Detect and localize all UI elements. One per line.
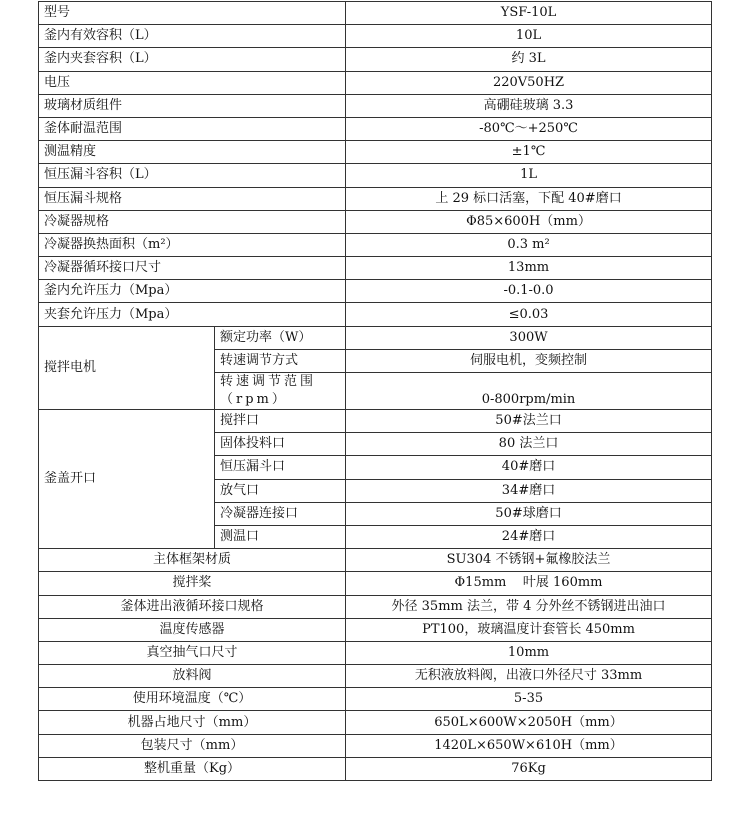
- spec-value: 10L: [346, 25, 712, 48]
- spec-label: 整机重量（Kg）: [39, 757, 346, 780]
- spec-value: 80 法兰口: [346, 433, 712, 456]
- spec-value: 上 29 标口活塞，下配 40#磨口: [346, 187, 712, 210]
- sub-label: 放气口: [215, 479, 346, 502]
- spec-value: 外径 35mm 法兰，带 4 分外丝不锈钢进出油口: [346, 595, 712, 618]
- spec-label: 釜体进出液循环接口规格: [39, 595, 346, 618]
- table-row: [39, 210, 712, 233]
- spec-value: PT100，玻璃温度计套管长 450mm: [346, 618, 712, 641]
- spec-label: 机器占地尺寸（mm）: [39, 711, 346, 734]
- spec-value: SU304 不锈钢+氟橡胶法兰: [346, 549, 712, 572]
- spec-label: 恒压漏斗规格: [39, 187, 346, 210]
- table-row: [39, 618, 712, 641]
- spec-label: 釜内夹套容积（L）: [39, 48, 346, 71]
- table-row: [39, 164, 712, 187]
- spec-label: 型号: [39, 2, 346, 25]
- spec-label: 温度传感器: [39, 618, 346, 641]
- spec-label: 冷凝器规格: [39, 210, 346, 233]
- table-row: [39, 257, 712, 280]
- table-row: [39, 233, 712, 256]
- table-row: [39, 595, 712, 618]
- spec-value: 无积液放料阀，出液口外径尺寸 33mm: [346, 665, 712, 688]
- spec-value: 10mm: [346, 641, 712, 664]
- sub-label: 转速调节方式: [215, 349, 346, 372]
- table-row: [39, 572, 712, 595]
- spec-value: Φ85×600H（mm）: [346, 210, 712, 233]
- spec-label: 真空抽气口尺寸: [39, 641, 346, 664]
- spec-value: 40#磨口: [346, 456, 712, 479]
- spec-label: 冷凝器循环接口尺寸: [39, 257, 346, 280]
- spec-value: 50#法兰口: [346, 410, 712, 433]
- table-row: [39, 141, 712, 164]
- spec-value: 0-800rpm/min: [346, 373, 712, 410]
- spec-value: ±1℃: [346, 141, 712, 164]
- table-row: [39, 757, 712, 780]
- spec-value: 13mm: [346, 257, 712, 280]
- table-row: [39, 734, 712, 757]
- spec-value: 220V50HZ: [346, 71, 712, 94]
- table-row: [39, 641, 712, 664]
- spec-table: [38, 1, 712, 781]
- sub-label: 恒压漏斗口: [215, 456, 346, 479]
- spec-value: 650L×600W×2050H（mm）: [346, 711, 712, 734]
- spec-value: 300W: [346, 326, 712, 349]
- spec-value: 约 3L: [346, 48, 712, 71]
- spec-value: 1L: [346, 164, 712, 187]
- group-label-lid: 釜盖开口: [39, 410, 215, 549]
- table-row: [39, 303, 712, 326]
- spec-label: 电压: [39, 71, 346, 94]
- spec-value: 24#磨口: [346, 525, 712, 548]
- table-row: [39, 25, 712, 48]
- table-row: [39, 187, 712, 210]
- sub-label: 额定功率（W）: [215, 326, 346, 349]
- spec-label: 夹套允许压力（Mpa）: [39, 303, 346, 326]
- table-row: [39, 326, 712, 349]
- sub-label: 固体投料口: [215, 433, 346, 456]
- spec-label: 主体框架材质: [39, 549, 346, 572]
- group-label-motor: 搅拌电机: [39, 326, 215, 409]
- spec-label: 测温精度: [39, 141, 346, 164]
- sub-label: 冷凝器连接口: [215, 502, 346, 525]
- spec-label: 搅拌桨: [39, 572, 346, 595]
- spec-value: 76Kg: [346, 757, 712, 780]
- sub-label: 测温口: [215, 525, 346, 548]
- spec-value: 1420L×650W×610H（mm）: [346, 734, 712, 757]
- spec-value: -80℃～+250℃: [346, 117, 712, 140]
- spec-label: 包装尺寸（mm）: [39, 734, 346, 757]
- table-row: [39, 665, 712, 688]
- spec-value: 50#球磨口: [346, 502, 712, 525]
- sub-label: 搅拌口: [215, 410, 346, 433]
- table-row: [39, 280, 712, 303]
- spec-label: 冷凝器换热面积（m²）: [39, 233, 346, 256]
- table-row: [39, 688, 712, 711]
- spec-value: 伺服电机，变频控制: [346, 349, 712, 372]
- spec-label: 釜内允许压力（Mpa）: [39, 280, 346, 303]
- spec-value: Φ15mm 叶展 160mm: [346, 572, 712, 595]
- spec-label: 放料阀: [39, 665, 346, 688]
- sub-label: 转速调节范围（rpm）: [215, 373, 346, 410]
- spec-value: 5-35: [346, 688, 712, 711]
- table-row: [39, 711, 712, 734]
- spec-value: 高硼硅玻璃 3.3: [346, 94, 712, 117]
- spec-value: ≤0.03: [346, 303, 712, 326]
- spec-label: 玻璃材质组件: [39, 94, 346, 117]
- spec-label: 釜内有效容积（L）: [39, 25, 346, 48]
- spec-value: YSF-10L: [346, 2, 712, 25]
- table-row: [39, 549, 712, 572]
- table-row: [39, 2, 712, 25]
- table-row: [39, 71, 712, 94]
- spec-label: 恒压漏斗容积（L）: [39, 164, 346, 187]
- table-row: [39, 48, 712, 71]
- spec-label: 使用环境温度（℃）: [39, 688, 346, 711]
- spec-value: 34#磨口: [346, 479, 712, 502]
- table-row: [39, 94, 712, 117]
- spec-value: -0.1-0.0: [346, 280, 712, 303]
- spec-label: 釜体耐温范围: [39, 117, 346, 140]
- spec-value: 0.3 m²: [346, 233, 712, 256]
- table-row: [39, 410, 712, 433]
- table-row: [39, 117, 712, 140]
